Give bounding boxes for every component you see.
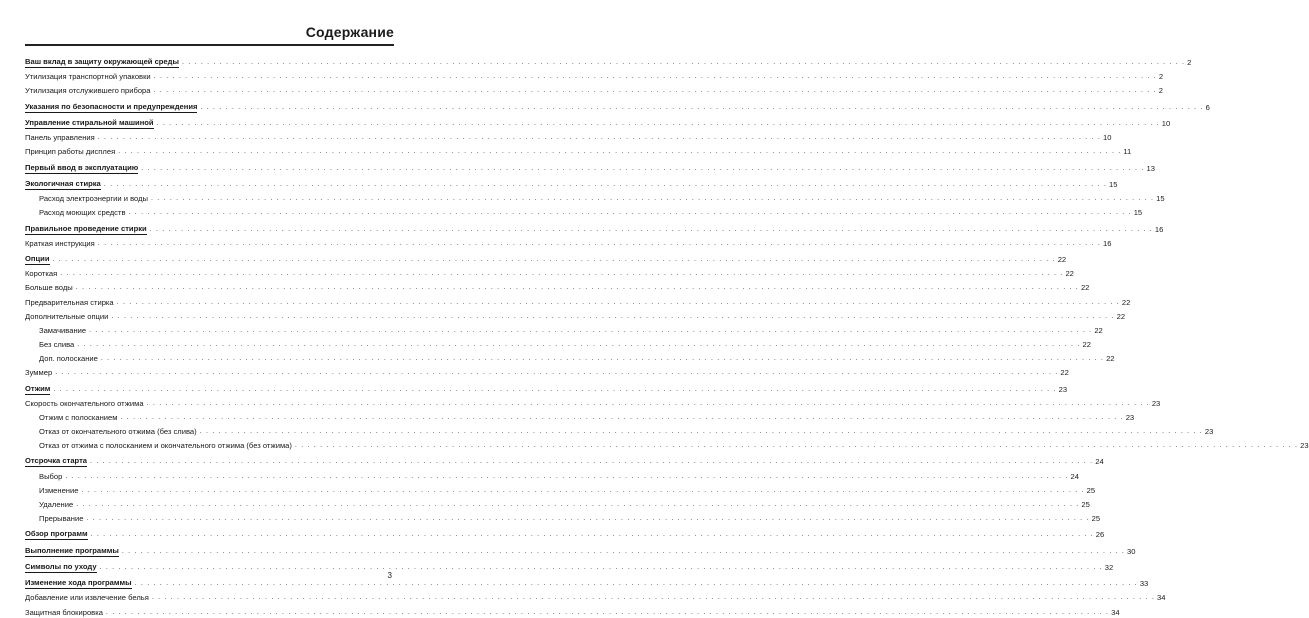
toc-entry <box>25 526 1105 540</box>
toc-entry-title: Выбор <box>39 471 63 481</box>
toc-entry-title: Панель управления <box>25 133 95 143</box>
toc-entry-page: 22 <box>1094 325 1103 335</box>
toc-entry-page: 22 <box>1057 255 1067 265</box>
toc-dot-leader: . . . . . . . . . . . . . . . . . . . . . . . . . . . . . . . . . . . . . . . . . . . . . . . . . . . . . . . . . . . . . . . . . . . . . . . . . . . . . . . . . . . . . . . . . . . . . . . . . . . . . . . . . . . . . . . . . . . . . . . . . . . . . . . . . . . . . . . . . . . . . . . . . . . . . . . . . . . . . . . . <box>146 399 1150 407</box>
toc-entry-title: Ваш вклад в защиту окружающей среды <box>25 57 179 67</box>
toc-entry-page: 15 <box>1133 208 1143 218</box>
toc-entry <box>25 437 1309 451</box>
toc-entry-title: Утилизация транспортной упаковки <box>25 72 151 82</box>
toc-entry <box>25 467 1079 481</box>
toc-entry-title: Удаление <box>39 499 74 509</box>
toc-entry-title: Изменение хода программы <box>25 578 132 588</box>
toc-entry-page: 22 <box>1116 311 1126 321</box>
toc-dot-leader: . . . . . . . . . . . . . . . . . . . . . . . . . . . . . . . . . . . . . . . . . . . . . . . . . . . . . . . . . . . . . . . . . . . . . . . . . . . . . . . . . . . . . . . . . . . . . . . . . . . . . . . . . . . . . . . . . . . . . . . . . . . . . . . . . . . . . . . . . . . . . . . . . . . . . . . . . . . . . . . . <box>128 209 1132 217</box>
toc-entry <box>25 160 1155 174</box>
toc-entry <box>25 589 1166 603</box>
toc-entry-title: Отжим с полосканием <box>39 412 118 422</box>
toc-entry <box>25 293 1131 307</box>
toc-entry-page: 25 <box>1086 485 1096 495</box>
toc-entry-title: Символы по уходу <box>25 561 97 571</box>
toc-entry-title: Зуммер <box>25 368 53 378</box>
toc-entry-page: 30 <box>1127 546 1136 556</box>
page-title: Содержание <box>305 24 394 40</box>
toc-entry <box>25 380 1068 394</box>
toc-entry-page: 32 <box>1104 562 1114 572</box>
toc-entry-page: 34 <box>1111 607 1120 617</box>
toc-entry-page: 22 <box>1065 269 1074 279</box>
toc-dot-leader: . . . . . . . . . . . . . . . . . . . . . . . . . . . . . . . . . . . . . . . . . . . . . . . . . . . . . . . . . . . . . . . . . . . . . . . . . . . . . . . . . . . . . . . . . . . . . . . . . . . . . . . . . . . . . . . . . . . . . . . . . . . . . . . . . . . . . . . . . . . . . . . . . . . . . . . . . . . . . . . . <box>52 256 1056 264</box>
toc-entry-title: Короткая <box>25 269 58 279</box>
toc-dot-leader: . . . . . . . . . . . . . . . . . . . . . . . . . . . . . . . . . . . . . . . . . . . . . . . . . . . . . . . . . . . . . . . . . . . . . . . . . . . . . . . . . . . . . . . . . . . . . . . . . . . . . . . . . . . . . . . . . . . . . . . . . . . . . . . . . . . . . . . . . . . . . . . . . . . . . . . . . . . . . . . . <box>200 103 1204 111</box>
toc-entry <box>25 423 1214 437</box>
toc-dot-leader: . . . . . . . . . . . . . . . . . . . . . . . . . . . . . . . . . . . . . . . . . . . . . . . . . . . . . . . . . . . . . . . . . . . . . . . . . . . . . . . . . . . . . . . . . . . . . . . . . . . . . . . . . . . . . . . . . . . . . . . . . . . . . . . . . . . . . . . . . . . . . . . . . . . . . . . . . . . . . . . . <box>97 239 1101 247</box>
toc-entry-title: Отказ от окончательного отжима (без слива) <box>39 426 197 436</box>
toc-entry <box>25 350 1115 364</box>
toc-entry-page: 10 <box>1161 119 1171 129</box>
toc-entry-page: 22 <box>1121 297 1131 307</box>
toc-entry <box>25 143 1132 157</box>
toc-dot-leader: . . . . . . . . . . . . . . . . . . . . . . . . . . . . . . . . . . . . . . . . . . . . . . . . . . . . . . . . . . . . . . . . . . . . . . . . . . . . . . . . . . . . . . . . . . . . . . . . . . . . . . . . . . . . . . . . . . . . . . . . . . . . . . . . . . . . . . . . . . . . . . . . . . . . . . . . . . . . . . . . <box>118 148 1122 156</box>
toc-entry-page: 10 <box>1102 133 1112 143</box>
toc-entry-title: Опции <box>25 254 50 264</box>
toc-entry-title: Доп. полоскание <box>39 354 98 364</box>
toc-entry-title: Добавление или извлечение белья <box>25 593 149 603</box>
toc-entry-page: 15 <box>1108 180 1118 190</box>
toc-entry <box>25 409 1135 423</box>
toc-dot-leader: . . . . . . . . . . . . . . . . . . . . . . . . . . . . . . . . . . . . . . . . . . . . . . . . . . . . . . . . . . . . . . . . . . . . . . . . . . . . . . . . . . . . . . . . . . . . . . . . . . . . . . . . . . . . . . . . . . . . . . . . . . . . . . . . . . . . . . . . . . . . . . . . . . . . . . . . . . . . . . . . <box>121 547 1126 555</box>
toc-dot-leader: . . . . . . . . . . . . . . . . . . . . . . . . . . . . . . . . . . . . . . . . . . . . . . . . . . . . . . . . . . . . . . . . . . . . . . . . . . . . . . . . . . . . . . . . . . . . . . . . . . . . . . . . . . . . . . . . . . . . . . . . . . . . . . . . . . . . . . . . . . . . . . . . . . . . . . . . . . . . . . . . <box>151 594 1156 602</box>
page-number: 3 <box>387 571 392 580</box>
toc-dot-leader: . . . . . . . . . . . . . . . . . . . . . . . . . . . . . . . . . . . . . . . . . . . . . . . . . . . . . . . . . . . . . . . . . . . . . . . . . . . . . . . . . . . . . . . . . . . . . . . . . . . . . . . . . . . . . . . . . . . . . . . . . . . . . . . . . . . . . . . . . . . . . . . . . . . . . . . . . . . . . . . . <box>103 181 1107 189</box>
toc-entry <box>25 336 1091 350</box>
toc-entry-title: Управление стиральной машиной <box>25 118 154 128</box>
toc-entry <box>25 453 1104 467</box>
toc-dot-leader: . . . . . . . . . . . . . . . . . . . . . . . . . . . . . . . . . . . . . . . . . . . . . . . . . . . . . . . . . . . . . . . . . . . . . . . . . . . . . . . . . . . . . . . . . . . . . . . . . . . . . . . . . . . . . . . . . . . . . . . . . . . . . . . . . . . . . . . . . . . . . . . . . . . . . . . . . . . . . . . . <box>141 164 1145 172</box>
toc-dot-leader: . . . . . . . . . . . . . . . . . . . . . . . . . . . . . . . . . . . . . . . . . . . . . . . . . . . . . . . . . . . . . . . . . . . . . . . . . . . . . . . . . . . . . . . . . . . . . . . . . . . . . . . . . . . . . . . . . . . . . . . . . . . . . . . . . . . . . . . . . . . . . . . . . . . . . . . . . . . . . . . . <box>116 298 1120 306</box>
toc-dot-leader: . . . . . . . . . . . . . . . . . . . . . . . . . . . . . . . . . . . . . . . . . . . . . . . . . . . . . . . . . . . . . . . . . . . . . . . . . . . . . . . . . . . . . . . . . . . . . . . . . . . . . . . . . . . . . . . . . . . . . . . . . . . . . . . . . . . . . . . . . . . . . . . . . . . . . . . . . . . . . . . . <box>99 563 1103 571</box>
table-of-contents <box>25 54 1309 618</box>
toc-entry-title: Экологичная стирка <box>25 179 101 189</box>
toc-entry <box>25 235 1112 249</box>
toc-entry <box>25 364 1069 378</box>
toc-entry-page: 22 <box>1106 354 1115 364</box>
toc-entry-title: Замачивание <box>39 325 87 335</box>
toc-entry-title: Первый ввод в эксплуатацию <box>25 162 139 172</box>
toc-entry-page: 23 <box>1151 398 1161 408</box>
toc-entry-title: Дополнительные опции <box>25 311 109 321</box>
toc-dot-leader: . . . . . . . . . . . . . . . . . . . . . . . . . . . . . . . . . . . . . . . . . . . . . . . . . . . . . . . . . . . . . . . . . . . . . . . . . . . . . . . . . . . . . . . . . . . . . . . . . . . . . . . . . . . . . . . . . . . . . . . . . . . . . . . . . . . . . . . . . . . . . . . . . . . . . . . . . . . . . . . . <box>55 369 1059 377</box>
toc-entry-page: 22 <box>1080 283 1090 293</box>
toc-entry-page: 23 <box>1058 384 1068 394</box>
toc-entry-title: Указания по безопасности и предупреждения <box>25 101 198 111</box>
toc-entry <box>25 54 1192 68</box>
toc-entry-page: 6 <box>1205 102 1210 112</box>
toc-entry-page: 16 <box>1103 238 1112 248</box>
toc-entry-title: Изменение <box>39 485 79 495</box>
toc-entry-page: 15 <box>1156 194 1165 204</box>
toc-entry-page: 23 <box>1125 412 1135 422</box>
toc-entry-page: 2 <box>1187 58 1192 68</box>
toc-dot-leader: . . . . . . . . . . . . . . . . . . . . . . . . . . . . . . . . . . . . . . . . . . . . . . . . . . . . . . . . . . . . . . . . . . . . . . . . . . . . . . . . . . . . . . . . . . . . . . . . . . . . . . . . . . . . . . . . . . . . . . . . . . . . . . . . . . . . . . . . . . . . . . . . . . . . . . . . . . . . . . . . <box>181 59 1186 67</box>
toc-entry-page: 25 <box>1081 499 1090 509</box>
toc-entry <box>25 115 1171 129</box>
toc-entry <box>25 82 1163 96</box>
toc-dot-leader: . . . . . . . . . . . . . . . . . . . . . . . . . . . . . . . . . . . . . . . . . . . . . . . . . . . . . . . . . . . . . . . . . . . . . . . . . . . . . . . . . . . . . . . . . . . . . . . . . . . . . . . . . . . . . . . . . . . . . . . . . . . . . . . . . . . . . . . . . . . . . . . . . . . . . . . . . . . . . . . . <box>294 442 1299 450</box>
toc-entry-title: Отсрочка старта <box>25 456 88 466</box>
toc-entry <box>25 220 1164 234</box>
toc-entry-title: Отказ от отжима с полосканием и окончательного отжима (без отжима) <box>39 441 292 451</box>
title-rule <box>25 44 394 46</box>
toc-entry <box>25 510 1101 524</box>
toc-dot-leader: . . . . . . . . . . . . . . . . . . . . . . . . . . . . . . . . . . . . . . . . . . . . . . . . . . . . . . . . . . . . . . . . . . . . . . . . . . . . . . . . . . . . . . . . . . . . . . . . . . . . . . . . . . . . . . . . . . . . . . . . . . . . . . . . . . . . . . . . . . . . . . . . . . . . . . . . . . . . . . . . <box>65 472 1069 480</box>
toc-entry <box>25 575 1149 589</box>
toc-entry-title: Принцип работы дисплея <box>25 147 116 157</box>
toc-entry-page: 26 <box>1095 530 1105 540</box>
toc-entry-page: 22 <box>1082 339 1091 349</box>
toc-entry <box>25 482 1096 496</box>
toc-dot-leader: . . . . . . . . . . . . . . . . . . . . . . . . . . . . . . . . . . . . . . . . . . . . . . . . . . . . . . . . . . . . . . . . . . . . . . . . . . . . . . . . . . . . . . . . . . . . . . . . . . . . . . . . . . . . . . . . . . . . . . . . . . . . . . . . . . . . . . . . . . . . . . . . . . . . . . . . . . . . . . . . <box>77 340 1081 348</box>
toc-entry-page: 22 <box>1060 368 1069 378</box>
toc-dot-leader: . . . . . . . . . . . . . . . . . . . . . . . . . . . . . . . . . . . . . . . . . . . . . . . . . . . . . . . . . . . . . . . . . . . . . . . . . . . . . . . . . . . . . . . . . . . . . . . . . . . . . . . . . . . . . . . . . . . . . . . . . . . . . . . . . . . . . . . . . . . . . . . . . . . . . . . . . . . . . . . . <box>75 284 1079 292</box>
toc-entry <box>25 543 1136 557</box>
toc-dot-leader: . . . . . . . . . . . . . . . . . . . . . . . . . . . . . . . . . . . . . . . . . . . . . . . . . . . . . . . . . . . . . . . . . . . . . . . . . . . . . . . . . . . . . . . . . . . . . . . . . . . . . . . . . . . . . . . . . . . . . . . . . . . . . . . . . . . . . . . . . . . . . . . . . . . . . . . . . . . . . . . . <box>153 73 1157 81</box>
toc-dot-leader: . . . . . . . . . . . . . . . . . . . . . . . . . . . . . . . . . . . . . . . . . . . . . . . . . . . . . . . . . . . . . . . . . . . . . . . . . . . . . . . . . . . . . . . . . . . . . . . . . . . . . . . . . . . . . . . . . . . . . . . . . . . . . . . . . . . . . . . . . . . . . . . . . . . . . . . . . . . . . . . . <box>90 531 1094 539</box>
toc-dot-leader: . . . . . . . . . . . . . . . . . . . . . . . . . . . . . . . . . . . . . . . . . . . . . . . . . . . . . . . . . . . . . . . . . . . . . . . . . . . . . . . . . . . . . . . . . . . . . . . . . . . . . . . . . . . . . . . . . . . . . . . . . . . . . . . . . . . . . . . . . . . . . . . . . . . . . . . . . . . . . . . . <box>156 120 1160 128</box>
toc-dot-leader: . . . . . . . . . . . . . . . . . . . . . . . . . . . . . . . . . . . . . . . . . . . . . . . . . . . . . . . . . . . . . . . . . . . . . . . . . . . . . . . . . . . . . . . . . . . . . . . . . . . . . . . . . . . . . . . . . . . . . . . . . . . . . . . . . . . . . . . . . . . . . . . . . . . . . . . . . . . . . . . . <box>111 312 1115 320</box>
toc-dot-leader: . . . . . . . . . . . . . . . . . . . . . . . . . . . . . . . . . . . . . . . . . . . . . . . . . . . . . . . . . . . . . . . . . . . . . . . . . . . . . . . . . . . . . . . . . . . . . . . . . . . . . . . . . . . . . . . . . . . . . . . . . . . . . . . . . . . . . . . . . . . . . . . . . . . . . . . . . . . . . . . . <box>153 87 1157 95</box>
toc-entry-title: Обзор программ <box>25 529 88 539</box>
toc-entry-title: Без слива <box>39 339 75 349</box>
toc-dot-leader: . . . . . . . . . . . . . . . . . . . . . . . . . . . . . . . . . . . . . . . . . . . . . . . . . . . . . . . . . . . . . . . . . . . . . . . . . . . . . . . . . . . . . . . . . . . . . . . . . . . . . . . . . . . . . . . . . . . . . . . . . . . . . . . . . . . . . . . . . . . . . . . . . . . . . . . . . . . . . . . . <box>89 326 1093 334</box>
toc-entry-page: 34 <box>1157 593 1166 603</box>
toc-entry-page: 23 <box>1300 441 1309 451</box>
toc-entry-page: 25 <box>1091 514 1101 523</box>
toc-dot-leader: . . . . . . . . . . . . . . . . . . . . . . . . . . . . . . . . . . . . . . . . . . . . . . . . . . . . . . . . . . . . . . . . . . . . . . . . . . . . . . . . . . . . . . . . . . . . . . . . . . . . . . . . . . . . . . . . . . . . . . . . . . . . . . . . . . . . . . . . . . . . . . . . . . . . . . . . . . . . . . . . <box>150 195 1155 203</box>
toc-dot-leader: . . . . . . . . . . . . . . . . . . . . . . . . . . . . . . . . . . . . . . . . . . . . . . . . . . . . . . . . . . . . . . . . . . . . . . . . . . . . . . . . . . . . . . . . . . . . . . . . . . . . . . . . . . . . . . . . . . . . . . . . . . . . . . . . . . . . . . . . . . . . . . . . . . . . . . . . . . . . . . . . <box>86 515 1090 522</box>
toc-dot-leader: . . . . . . . . . . . . . . . . . . . . . . . . . . . . . . . . . . . . . . . . . . . . . . . . . . . . . . . . . . . . . . . . . . . . . . . . . . . . . . . . . . . . . . . . . . . . . . . . . . . . . . . . . . . . . . . . . . . . . . . . . . . . . . . . . . . . . . . . . . . . . . . . . . . . . . . . . . . . . . . . <box>100 355 1105 363</box>
toc-entry-page: 16 <box>1154 224 1164 234</box>
toc-entry-title: Защитная блокировка <box>25 607 103 617</box>
toc-dot-leader: . . . . . . . . . . . . . . . . . . . . . . . . . . . . . . . . . . . . . . . . . . . . . . . . . . . . . . . . . . . . . . . . . . . . . . . . . . . . . . . . . . . . . . . . . . . . . . . . . . . . . . . . . . . . . . . . . . . . . . . . . . . . . . . . . . . . . . . . . . . . . . . . . . . . . . . . . . . . . . . . <box>134 580 1138 588</box>
toc-entry <box>25 322 1103 336</box>
toc-entry-title: Скорость окончательного отжима <box>25 398 144 408</box>
toc-entry <box>25 395 1161 409</box>
toc-entry-page: 24 <box>1095 457 1104 467</box>
toc-entry-page: 33 <box>1139 579 1149 589</box>
toc-dot-leader: . . . . . . . . . . . . . . . . . . . . . . . . . . . . . . . . . . . . . . . . . . . . . . . . . . . . . . . . . . . . . . . . . . . . . . . . . . . . . . . . . . . . . . . . . . . . . . . . . . . . . . . . . . . . . . . . . . . . . . . . . . . . . . . . . . . . . . . . . . . . . . . . . . . . . . . . . . . . . . . . <box>199 427 1203 435</box>
toc-entry <box>25 308 1126 322</box>
toc-entry-page: 11 <box>1123 147 1132 157</box>
toc-dot-leader: . . . . . . . . . . . . . . . . . . . . . . . . . . . . . . . . . . . . . . . . . . . . . . . . . . . . . . . . . . . . . . . . . . . . . . . . . . . . . . . . . . . . . . . . . . . . . . . . . . . . . . . . . . . . . . . . . . . . . . . . . . . . . . . . . . . . . . . . . . . . . . . . . . . . . . . . . . . . . . . . <box>105 608 1110 616</box>
toc-entry <box>25 190 1165 204</box>
toc-dot-leader: . . . . . . . . . . . . . . . . . . . . . . . . . . . . . . . . . . . . . . . . . . . . . . . . . . . . . . . . . . . . . . . . . . . . . . . . . . . . . . . . . . . . . . . . . . . . . . . . . . . . . . . . . . . . . . . . . . . . . . . . . . . . . . . . . . . . . . . . . . . . . . . . . . . . . . . . . . . . . . . . <box>120 413 1124 421</box>
toc-entry-page: 23 <box>1204 426 1214 436</box>
toc-entry <box>25 99 1210 113</box>
toc-entry-title: Предварительная стирка <box>25 297 114 307</box>
toc-entry <box>25 559 1114 573</box>
toc-entry <box>25 204 1143 218</box>
toc-dot-leader: . . . . . . . . . . . . . . . . . . . . . . . . . . . . . . . . . . . . . . . . . . . . . . . . . . . . . . . . . . . . . . . . . . . . . . . . . . . . . . . . . . . . . . . . . . . . . . . . . . . . . . . . . . . . . . . . . . . . . . . . . . . . . . . . . . . . . . . . . . . . . . . . . . . . . . . . . . . . . . . . <box>53 385 1057 393</box>
toc-entry <box>25 496 1090 510</box>
toc-entry <box>25 68 1164 82</box>
toc-entry <box>25 603 1120 617</box>
toc-dot-leader: . . . . . . . . . . . . . . . . . . . . . . . . . . . . . . . . . . . . . . . . . . . . . . . . . . . . . . . . . . . . . . . . . . . . . . . . . . . . . . . . . . . . . . . . . . . . . . . . . . . . . . . . . . . . . . . . . . . . . . . . . . . . . . . . . . . . . . . . . . . . . . . . . . . . . . . . . . . . . . . . <box>97 134 1101 142</box>
toc-dot-leader: . . . . . . . . . . . . . . . . . . . . . . . . . . . . . . . . . . . . . . . . . . . . . . . . . . . . . . . . . . . . . . . . . . . . . . . . . . . . . . . . . . . . . . . . . . . . . . . . . . . . . . . . . . . . . . . . . . . . . . . . . . . . . . . . . . . . . . . . . . . . . . . . . . . . . . . . . . . . . . . . <box>81 486 1085 494</box>
toc-dot-leader: . . . . . . . . . . . . . . . . . . . . . . . . . . . . . . . . . . . . . . . . . . . . . . . . . . . . . . . . . . . . . . . . . . . . . . . . . . . . . . . . . . . . . . . . . . . . . . . . . . . . . . . . . . . . . . . . . . . . . . . . . . . . . . . . . . . . . . . . . . . . . . . . . . . . . . . . . . . . . . . . <box>149 225 1153 233</box>
toc-entry-title: Краткая инструкция <box>25 238 95 248</box>
toc-entry-title: Прерывание <box>39 514 84 523</box>
toc-entry-title: Отжим <box>25 383 51 393</box>
toc-entry-page: 2 <box>1158 86 1163 96</box>
toc-entry <box>25 251 1067 265</box>
toc-entry-title: Утилизация отслужившего прибора <box>25 86 151 96</box>
toc-entry <box>25 265 1074 279</box>
toc-entry-title: Выполнение программы <box>25 545 119 555</box>
toc-entry <box>25 279 1090 293</box>
toc-dot-leader: . . . . . . . . . . . . . . . . . . . . . . . . . . . . . . . . . . . . . . . . . . . . . . . . . . . . . . . . . . . . . . . . . . . . . . . . . . . . . . . . . . . . . . . . . . . . . . . . . . . . . . . . . . . . . . . . . . . . . . . . . . . . . . . . . . . . . . . . . . . . . . . . . . . . . . . . . . . . . . . . <box>90 458 1094 466</box>
toc-entry-page: 13 <box>1146 163 1155 173</box>
toc-entry-title: Расход электроэнергии и воды <box>39 194 148 204</box>
toc-entry <box>25 129 1112 143</box>
toc-entry-page: 24 <box>1070 471 1079 481</box>
toc-dot-leader: . . . . . . . . . . . . . . . . . . . . . . . . . . . . . . . . . . . . . . . . . . . . . . . . . . . . . . . . . . . . . . . . . . . . . . . . . . . . . . . . . . . . . . . . . . . . . . . . . . . . . . . . . . . . . . . . . . . . . . . . . . . . . . . . . . . . . . . . . . . . . . . . . . . . . . . . . . . . . . . . <box>60 270 1064 278</box>
toc-entry-title: Больше воды <box>25 283 73 293</box>
toc-entry-title: Расход моющих средств <box>39 208 126 218</box>
toc-entry <box>25 176 1118 190</box>
toc-dot-leader: . . . . . . . . . . . . . . . . . . . . . . . . . . . . . . . . . . . . . . . . . . . . . . . . . . . . . . . . . . . . . . . . . . . . . . . . . . . . . . . . . . . . . . . . . . . . . . . . . . . . . . . . . . . . . . . . . . . . . . . . . . . . . . . . . . . . . . . . . . . . . . . . . . . . . . . . . . . . . . . . <box>76 500 1080 508</box>
toc-entry-page: 2 <box>1158 72 1164 82</box>
toc-entry-title: Правильное проведение стирки <box>25 223 147 233</box>
